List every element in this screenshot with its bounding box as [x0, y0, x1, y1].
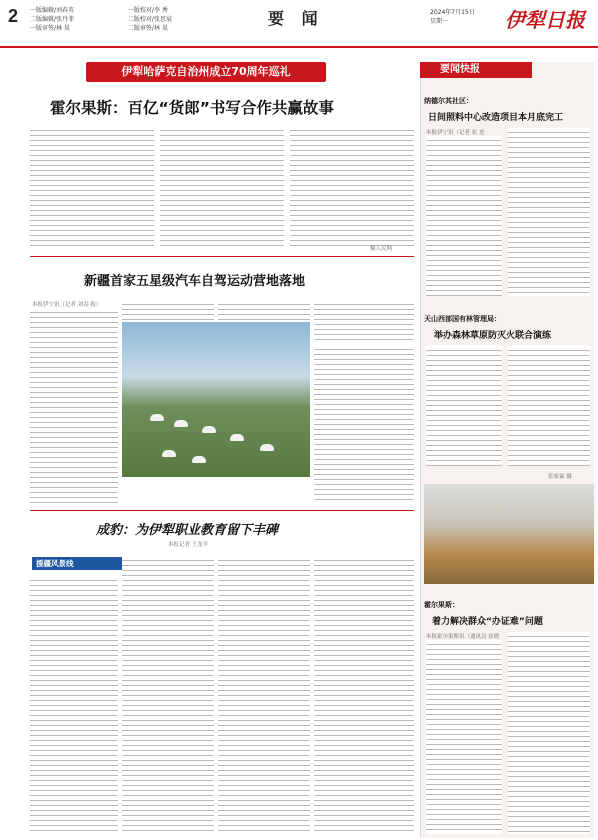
editor-5: 一版审签/林 昊	[30, 25, 70, 32]
tent-shape	[202, 426, 216, 433]
editor-3: 二版编辑/张丹菲	[30, 16, 75, 23]
sidebar-label: 要闻快报	[420, 62, 532, 78]
tent-shape	[192, 456, 206, 463]
story3-headline: 成豹：为伊犁职业教育留下丰碑	[96, 523, 279, 538]
story3-byline: 本报记者 王龙平	[168, 542, 209, 548]
story2-text-col-2	[122, 300, 214, 320]
editor-list	[30, 6, 240, 33]
page-number: 2	[8, 6, 19, 26]
lead-text-col-3	[290, 126, 414, 246]
story3-text-col-1	[30, 576, 118, 834]
lead-headline: 霍尔果斯：百亿“货郎”书写合作共赢故事	[50, 99, 334, 117]
sidebar-item-1-text-col-2	[508, 128, 590, 296]
fire-drill-photo	[424, 484, 594, 584]
story2-text-col-1	[30, 308, 118, 503]
sidebar-item-3-title: 着力解决群众“办证难”问题	[432, 617, 543, 627]
date-text: 2024年7月15日	[430, 9, 475, 16]
editor-4: 二版校对/张思宸	[127, 16, 172, 23]
weekday-text: 星期一	[430, 18, 449, 25]
editor-1: 一版编辑/刘春英	[30, 7, 75, 14]
divider	[30, 510, 414, 511]
tent-shape	[174, 420, 188, 427]
tent-shape	[230, 434, 244, 441]
sidebar-item-3-text-col-1	[426, 640, 502, 834]
story2-text-col-4	[314, 300, 414, 340]
editor-2: 一版校对/李 秀	[127, 7, 168, 14]
tent-shape	[162, 450, 176, 457]
lead-byline: 摄人民网	[370, 246, 393, 252]
section-title: 要 闻	[268, 9, 324, 28]
story2-headline: 新疆首家五星级汽车自驾运动营地落地	[84, 274, 306, 289]
anniversary-banner: 伊犁哈萨克自治州成立70周年巡礼	[86, 62, 326, 82]
sidebar-item-1-title: 日间照料中心改造项目本月底完工	[428, 113, 564, 123]
story3-text-col-2	[122, 556, 214, 834]
divider	[30, 256, 414, 257]
sidebar-item-2-text-col-1	[426, 346, 502, 466]
lead-text-col-2	[160, 126, 284, 246]
sidebar-item-2-text-col-2	[508, 346, 590, 466]
sidebar-item-1-text-col-1	[426, 136, 502, 296]
column-tag: 援疆风景线	[32, 557, 122, 570]
sidebar-item-2-title: 举办森林草原防灭火联合演练	[434, 331, 552, 341]
campsite-photo	[122, 322, 310, 477]
newspaper-logo: 伊犁日报	[505, 8, 585, 32]
sidebar-item-3-byline: 本报霍尔果斯讯（通讯员 崔晓	[426, 634, 500, 640]
sidebar-item-2-byline: 张家霖 摄	[548, 474, 572, 480]
sidebar-item-2-place: 天山西部国有林管理局：	[424, 315, 501, 323]
sidebar-item-1-byline: 本报伊宁讯（记者 崔 进	[426, 130, 485, 136]
sidebar-item-3-text-col-2	[508, 632, 590, 834]
editor-6: 二版审签/林 昊	[127, 25, 168, 32]
masthead	[0, 0, 598, 48]
story3-text-col-3	[218, 556, 310, 834]
tent-shape	[260, 444, 274, 451]
story3-text-col-4	[314, 556, 414, 834]
sidebar-item-3-place: 霍尔果斯：	[424, 601, 459, 609]
story2-byline: 本报伊宁讯（记者 刘春 报）	[32, 302, 102, 308]
issue-date	[430, 8, 475, 26]
story2-text-col-5	[314, 345, 414, 503]
sidebar-item-1-place: 纳德尔其社区：	[424, 97, 473, 105]
lead-text-col-1	[30, 126, 154, 246]
story2-text-col-3	[218, 300, 310, 320]
tent-shape	[150, 414, 164, 421]
